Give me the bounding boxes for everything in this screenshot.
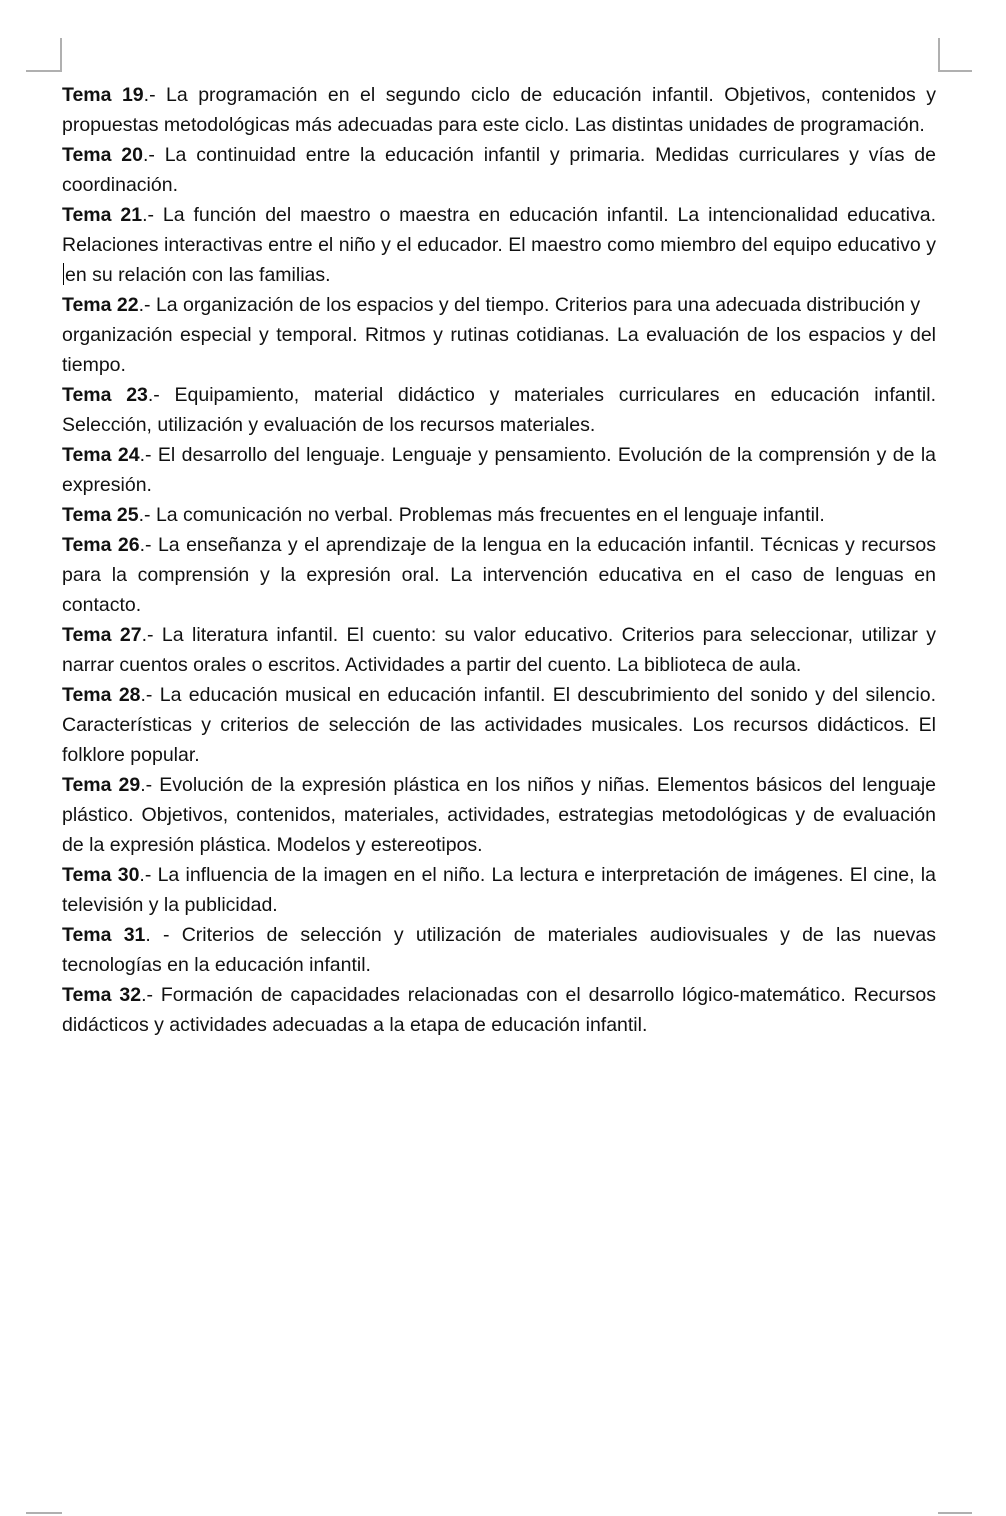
- tema-26-paragraph: [62, 530, 936, 620]
- tema-label: Tema 22: [62, 294, 139, 316]
- tema-text: .- El desarrollo del lenguaje. Lenguaje y pensamiento. Evolución de la comprensión y de la expresión.: [62, 444, 936, 496]
- tema-23-paragraph: [62, 380, 936, 440]
- tema-30-paragraph: [62, 860, 936, 920]
- tema-25-paragraph: [62, 500, 936, 530]
- tema-text: .- La continuidad entre la educación infantil y primaria. Medidas curriculares y vías de coordinación.: [62, 144, 936, 196]
- tema-text: organización especial y temporal. Ritmos y rutinas cotidianas. La evaluación de los espacios y del tiempo.: [62, 324, 936, 376]
- tema-label: Tema 31: [62, 924, 146, 946]
- tema-text: .- La enseñanza y el aprendizaje de la lengua en la educación infantil. Técnicas y recursos para la comprensión y la expresión oral. La intervención educativa en el caso de lenguas en contacto.: [62, 534, 936, 616]
- tema-text: .- Formación de capacidades relacionadas con el desarrollo lógico-matemático. Recursos didácticos y actividades adecuadas a la etapa de educación infantil.: [62, 984, 936, 1036]
- document-body[interactable]: [62, 80, 936, 1040]
- tema-32-paragraph: [62, 980, 936, 1040]
- crop-mark-top-right-vertical: [938, 38, 940, 72]
- tema-text: .- Equipamiento, material didáctico y materiales curriculares en educación infantil. Selección, utilización y evaluación de los recursos materiales.: [62, 384, 936, 436]
- tema-text: . - Criterios de selección y utilización de materiales audiovisuales y de las nuevas tecnologías en la educación infantil.: [62, 924, 936, 976]
- crop-mark-bottom-left-horizontal: [26, 1512, 62, 1514]
- tema-label: Tema 23: [62, 384, 148, 406]
- tema-text: .- La literatura infantil. El cuento: su valor educativo. Criterios para seleccionar, utilizar y narrar cuentos orales o escritos. Actividades a partir del cuento. La biblioteca de aula.: [62, 624, 937, 676]
- text-cursor: [63, 263, 64, 285]
- tema-text: .- Evolución de la expresión plástica en los niños y niñas. Elementos básicos del lenguaje plástico. Objetivos, contenidos, materiales, actividades, estrategias metodológicas y de evaluación de la expresión plástica. Modelos y estereotipos.: [62, 774, 936, 856]
- tema-label: Tema 24: [62, 444, 140, 466]
- tema-29-paragraph: [62, 770, 936, 860]
- tema-24-paragraph: [62, 440, 936, 500]
- crop-mark-top-right-horizontal: [938, 70, 972, 72]
- tema-label: Tema 25: [62, 504, 139, 526]
- tema-text: en su relación con las familias.: [65, 264, 331, 286]
- tema-text: .- La programación en el segundo ciclo de educación infantil. Objetivos, contenidos y propuestas metodológicas más adecuadas para este ciclo. Las distintas unidades de programación.: [62, 84, 936, 136]
- crop-mark-bottom-right-horizontal: [938, 1512, 972, 1514]
- tema-21-paragraph: [62, 200, 936, 290]
- tema-text: .- La función del maestro o maestra en educación infantil. La intencionalidad educativa. Relaciones interactivas entre el niño y el educador. El maestro como miembro del equipo educativo y: [62, 204, 936, 256]
- tema-28-paragraph: [62, 680, 936, 770]
- tema-label: Tema 29: [62, 774, 141, 796]
- tema-text: .- La influencia de la imagen en el niño. La lectura e interpretación de imágenes. El cine, la televisión y la publicidad.: [62, 864, 936, 916]
- tema-27-paragraph: [62, 620, 936, 680]
- tema-text: .- La comunicación no verbal. Problemas más frecuentes en el lenguaje infantil.: [138, 504, 825, 526]
- tema-label: Tema 32: [62, 984, 142, 1006]
- tema-19-paragraph: [62, 80, 936, 140]
- tema-label: Tema 27: [62, 624, 142, 646]
- tema-text: .- La educación musical en educación infantil. El descubrimiento del sonido y del silencio. Características y criterios de selección de las actividades musicales. Los recursos didácticos. El folklore popular.: [62, 684, 936, 766]
- tema-31-paragraph: [62, 920, 936, 980]
- tema-label: Tema 28: [62, 684, 141, 706]
- tema-text: .- La organización de los espacios y del tiempo. Criterios para una adecuada distribución y: [138, 294, 921, 316]
- tema-label: Tema 21: [62, 204, 143, 226]
- tema-label: Tema 19: [62, 84, 144, 106]
- tema-20-paragraph: [62, 140, 936, 200]
- crop-mark-top-left-horizontal: [26, 70, 62, 72]
- tema-label: Tema 30: [62, 864, 140, 886]
- tema-22-continuation: [62, 320, 936, 380]
- tema-label: Tema 26: [62, 534, 140, 556]
- tema-22-paragraph: [62, 290, 936, 320]
- tema-label: Tema 20: [62, 144, 143, 166]
- crop-mark-top-left-vertical: [60, 38, 62, 72]
